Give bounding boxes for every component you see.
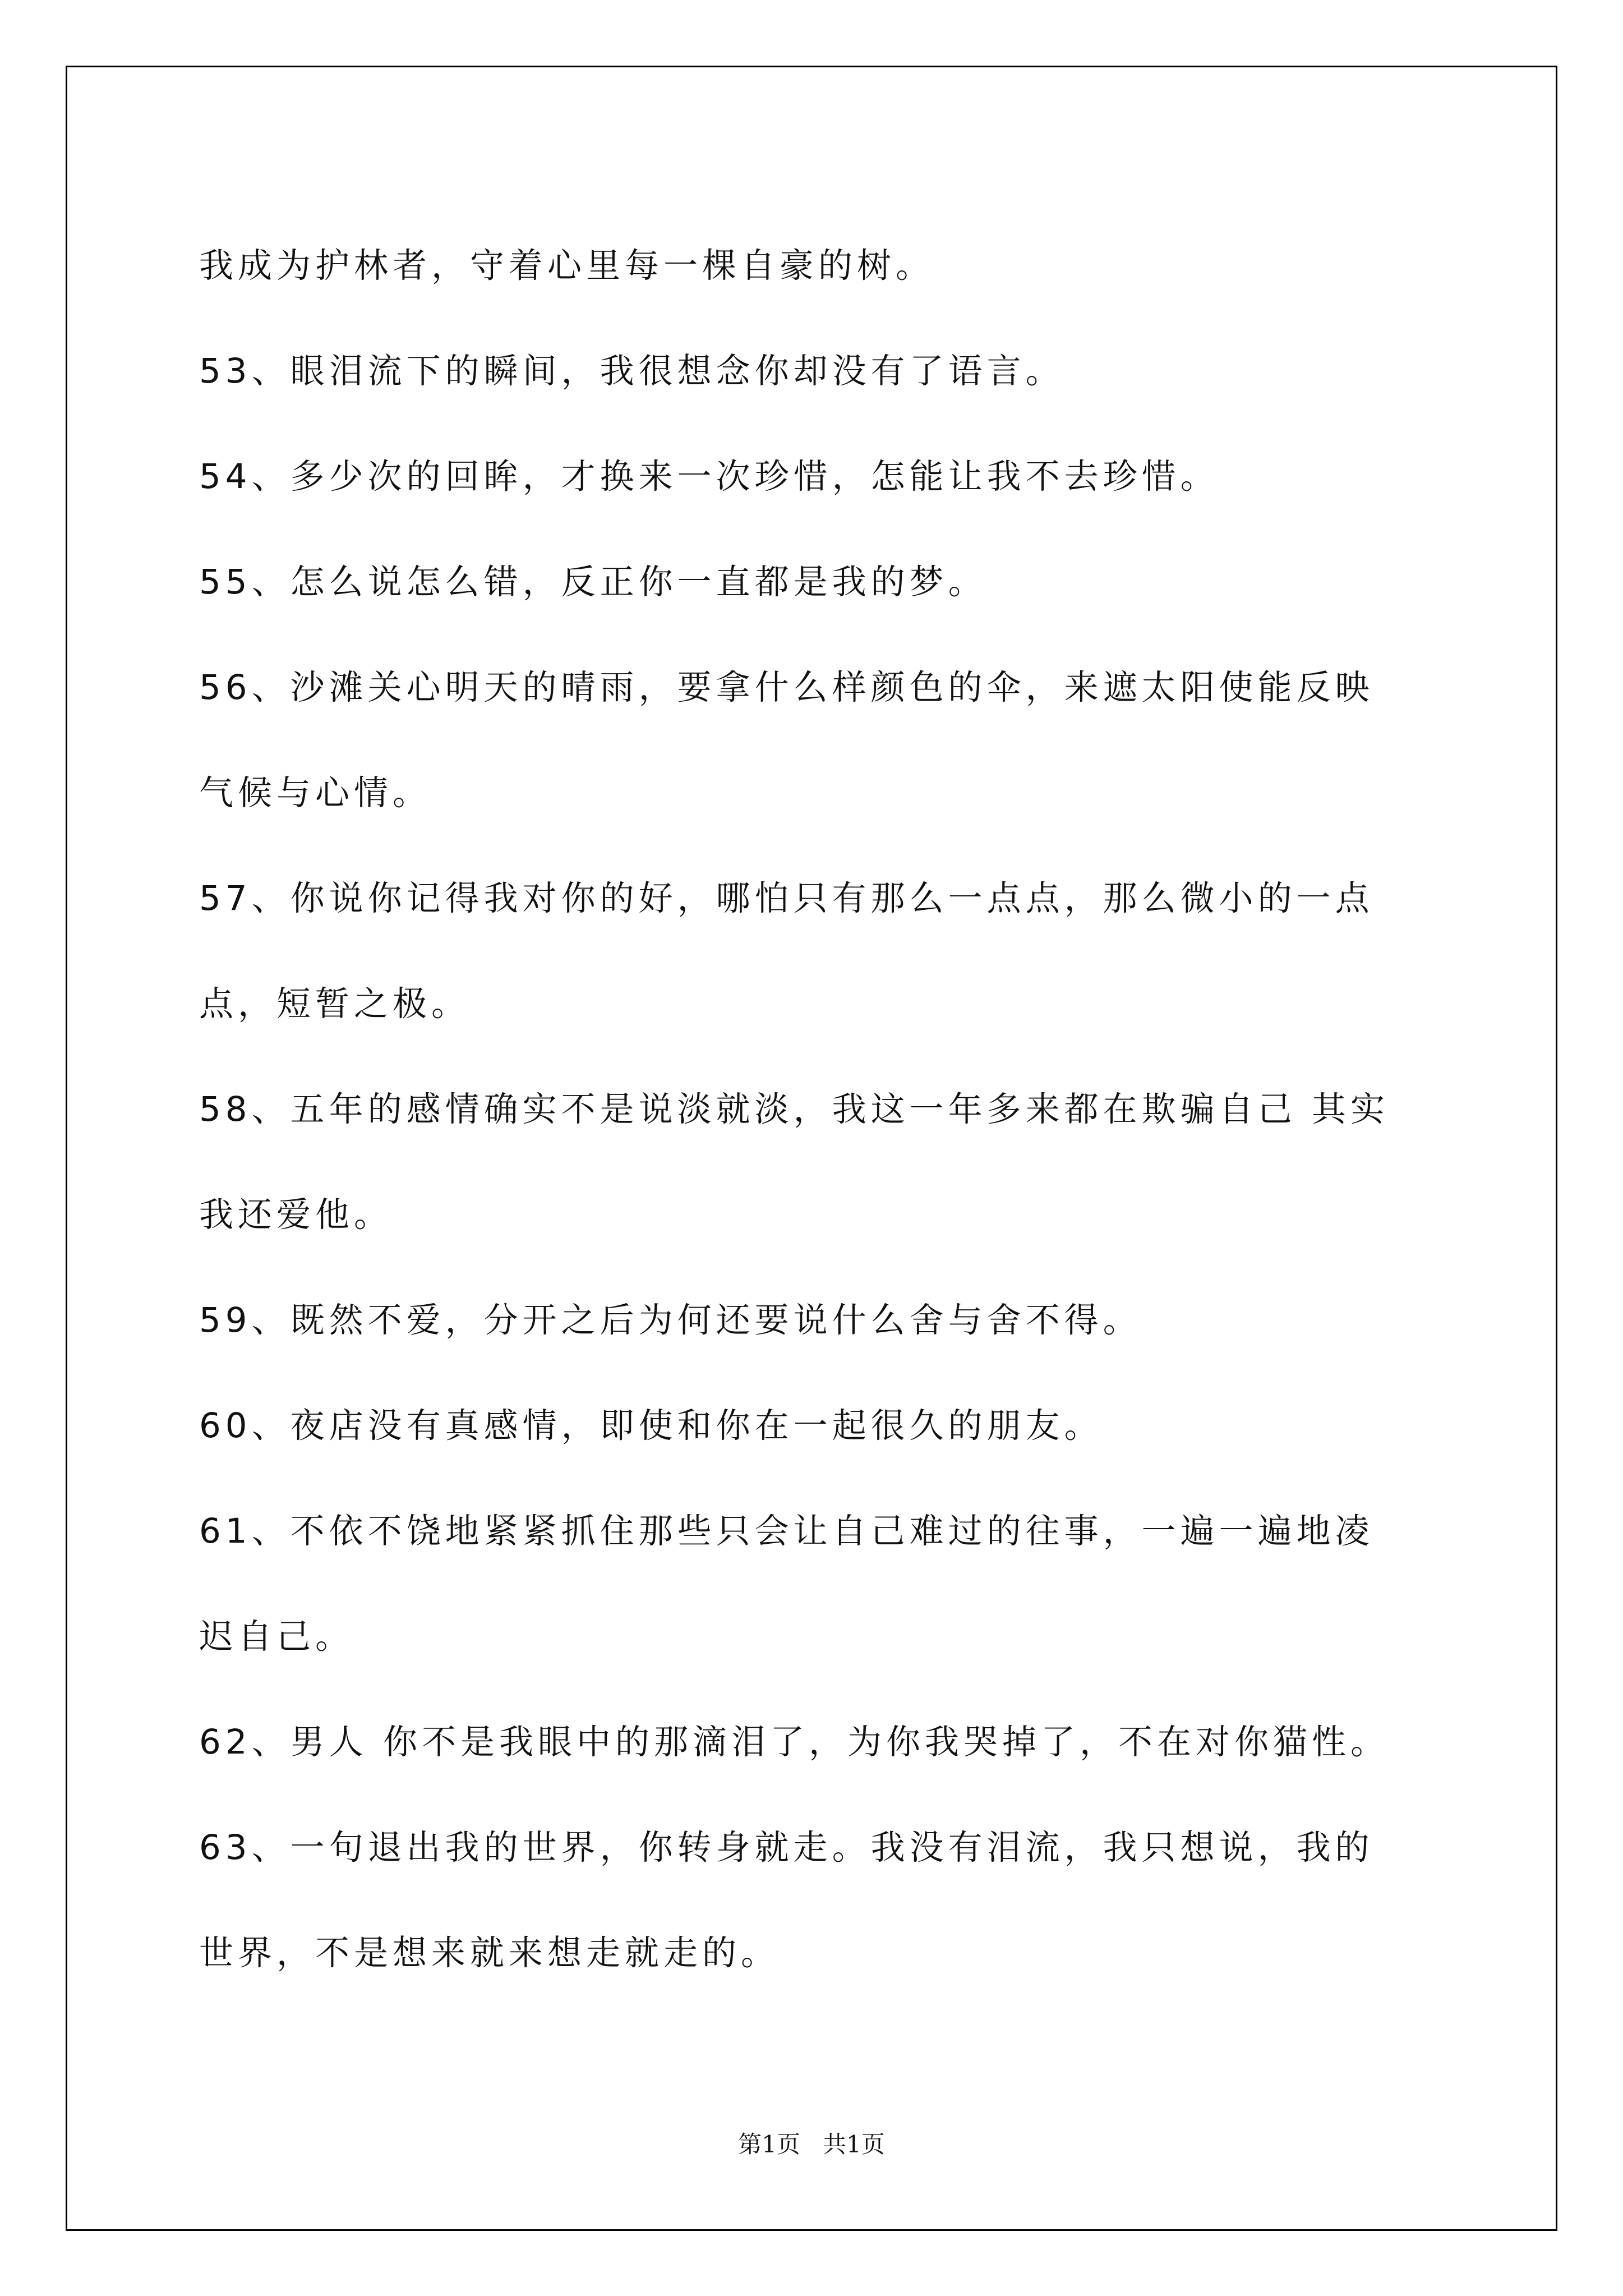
text-line: 56、沙滩关心明天的晴雨，要拿什么样颜色的伞，来遮太阳使能反映	[199, 668, 1374, 707]
page-number-footer: 第1页 共1页	[738, 2131, 885, 2158]
text-line: 气候与心情。	[199, 773, 432, 813]
text-line: 点，短暂之极。	[199, 984, 471, 1024]
text-line: 62、男人 你不是我眼中的那滴泪了，为你我哭掉了，不在对你猫性。	[199, 1722, 1390, 1762]
text-line: 我还爱他。	[199, 1195, 393, 1235]
document-body	[199, 213, 1467, 2006]
text-line: 58、五年的感情确实不是说淡就淡，我这一年多来都在欺骗自己 其实	[199, 1089, 1390, 1129]
text-line: 59、既然不爱，分开之后为何还要说什么舍与舍不得。	[199, 1300, 1142, 1340]
text-line: 54、多少次的回眸，才换来一次珍惜，怎能让我不去珍惜。	[199, 457, 1219, 496]
text-line: 57、你说你记得我对你的好，哪怕只有那么一点点，那么微小的一点	[199, 878, 1374, 918]
text-line: 53、眼泪流下的瞬间，我很想念你却没有了语言。	[199, 351, 1064, 391]
text-line: 世界，不是想来就来想走就走的。	[199, 1933, 780, 1973]
text-line: 63、一句退出我的世界，你转身就走。我没有泪流，我只想说，我的	[199, 1828, 1374, 1867]
text-line: 迟自己。	[199, 1617, 354, 1657]
text-line: 61、不依不饶地紧紧抓住那些只会让自己难过的往事，一遍一遍地凌	[199, 1511, 1374, 1551]
text-line: 60、夜店没有真感情，即使和你在一起很久的朋友。	[199, 1406, 1103, 1446]
text-line: 我成为护林者，守着心里每一棵自豪的树。	[199, 246, 935, 286]
text-line: 55、怎么说怎么错，反正你一直都是我的梦。	[199, 562, 987, 602]
